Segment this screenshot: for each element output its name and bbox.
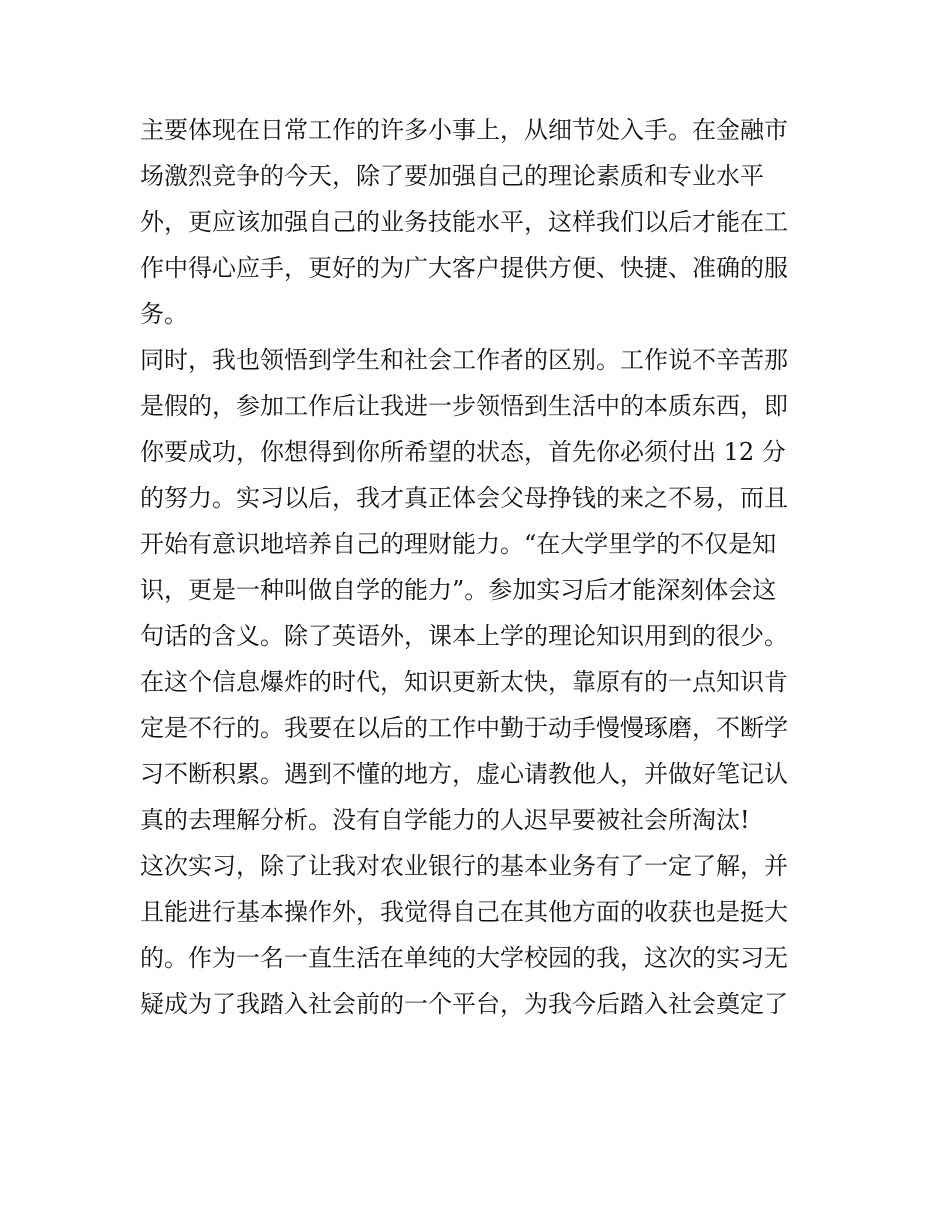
text-line: 且能进行基本操作外，我觉得自己在其他方面的收获也是挺大 [140,898,788,926]
text-line: 定是不行的。我要在以后的工作中勤于动手慢慢琢磨，不断学 [140,714,788,742]
text-line: 这次实习，除了让我对农业银行的基本业务有了一定了解，并 [140,852,788,880]
text-line: 场激烈竞争的今天，除了要加强自己的理论素质和专业水平 [140,162,764,190]
text-line: 作中得心应手，更好的为广大客户提供方便、快捷、准确的服 [140,254,788,282]
document-body [140,107,812,1027]
text-line: 识，更是一种叫做自学的能力”。参加实习后才能深刻体会这 [140,576,777,604]
text-line: 主要体现在日常工作的许多小事上，从细节处入手。在金融市 [140,116,788,144]
text-line: 是假的，参加工作后让我进一步领悟到生活中的本质东西，即 [140,392,788,420]
text-line: 务。 [140,300,188,328]
text-line: 你要成功，你想得到你所希望的状态，首先你必须付出 12 分 [140,438,786,466]
text-line: 习不断积累。遇到不懂的地方，虚心请教他人，并做好笔记认 [140,760,788,788]
text-line: 疑成为了我踏入社会前的一个平台，为我今后踏入社会奠定了 [140,990,788,1018]
text-line: 外，更应该加强自己的业务技能水平，这样我们以后才能在工 [140,208,788,236]
text-line: 的努力。实习以后，我才真正体会父母挣钱的来之不易，而且 [140,484,788,512]
text-line: 真的去理解分析。没有自学能力的人迟早要被社会所淘汰! [140,806,750,834]
text-line: 开始有意识地培养自己的理财能力。“在大学里学的不仅是知 [140,530,777,558]
text-line: 的。作为一名一直生活在单纯的大学校园的我，这次的实习无 [140,944,788,972]
text-line: 句话的含义。除了英语外，课本上学的理论知识用到的很少。 [140,622,788,650]
text-line: 同时，我也领悟到学生和社会工作者的区别。工作说不辛苦那 [140,346,788,374]
text-line: 在这个信息爆炸的时代，知识更新太快，靠原有的一点知识肯 [140,668,788,696]
